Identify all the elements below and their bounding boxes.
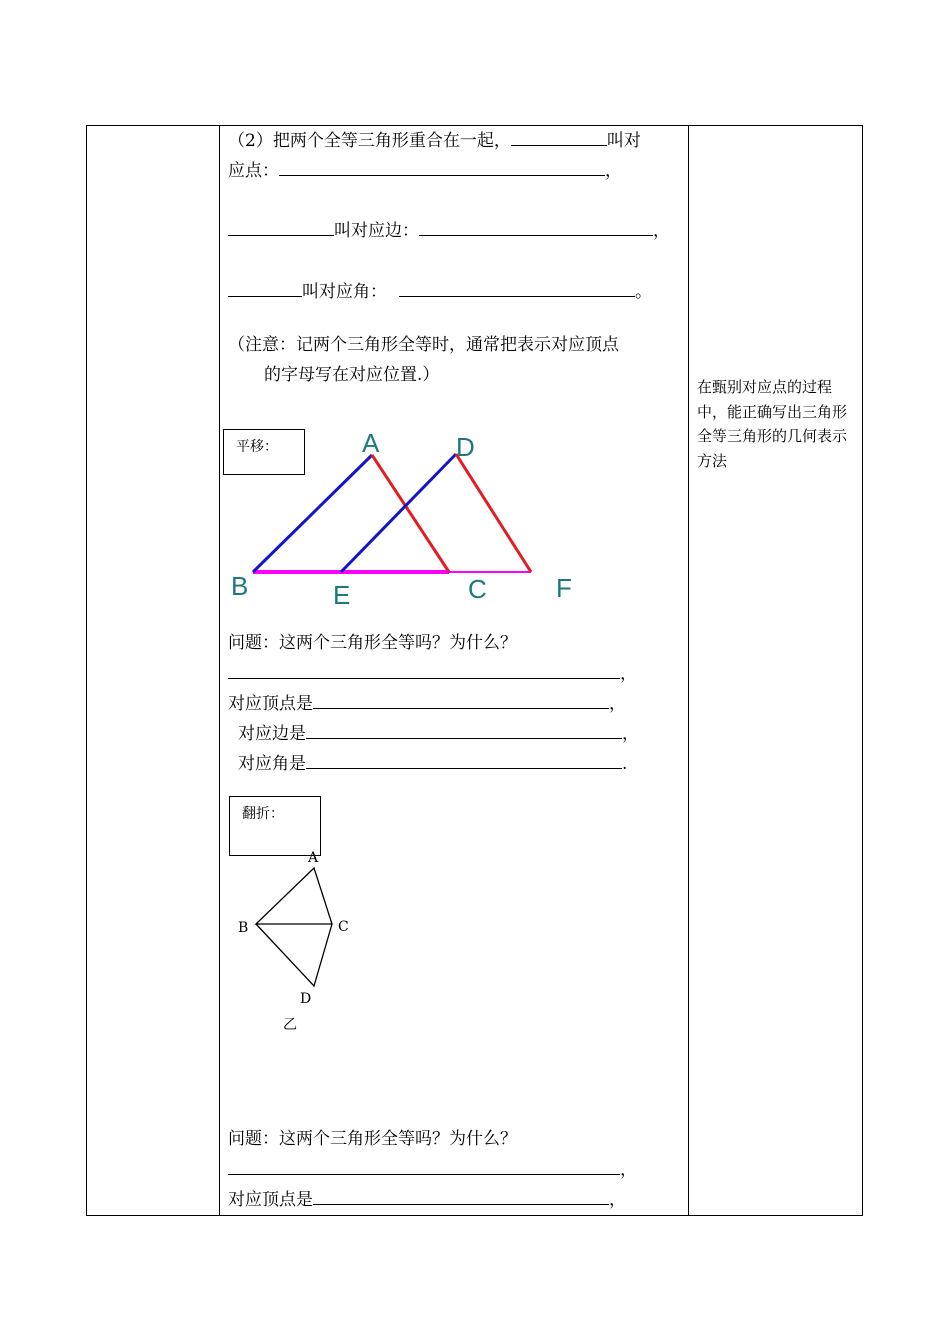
period: . xyxy=(622,754,628,774)
fold-label: 翻折： xyxy=(242,806,284,822)
vertex-label-b: B xyxy=(231,571,249,601)
vertex-label-b: B xyxy=(238,920,249,936)
vertex-label-d: D xyxy=(456,432,475,462)
figure-caption: 乙 xyxy=(283,1017,297,1033)
vertex-label-c: C xyxy=(338,919,349,935)
comma: ， xyxy=(609,1190,626,1210)
points-label: 应点： xyxy=(228,161,279,181)
angles-label: 叫对应角： xyxy=(302,282,387,302)
vertices-label: 对应顶点是 xyxy=(228,1190,313,1210)
comma: ， xyxy=(620,664,637,684)
vertex-label-c: C xyxy=(468,574,487,604)
question2-text: 问题：这两个三角形全等吗？为什么？ xyxy=(228,1129,517,1149)
comma: ， xyxy=(605,161,622,181)
vertex-label-d: D xyxy=(300,991,312,1007)
question1-text: 问题：这两个三角形全等吗？为什么？ xyxy=(228,633,517,653)
comma: ， xyxy=(620,1160,637,1180)
vertices-label: 对应顶点是 xyxy=(228,694,313,714)
comma: ， xyxy=(653,221,670,241)
section2-text-b: 叫对 xyxy=(606,131,641,151)
sides-label: 对应边是 xyxy=(238,724,306,744)
period: 。 xyxy=(635,282,652,302)
teaching-goal-note: 在甄别对应点的过程中，能正确写出三角形全等三角形的几何表示方法 xyxy=(697,378,848,470)
note-line-2: 的字母写在对应位置.） xyxy=(264,365,440,385)
vertex-label-e: E xyxy=(333,580,351,610)
vertex-label-a: A xyxy=(308,850,319,866)
vertex-label-f: F xyxy=(556,573,572,603)
sides-label: 叫对应边： xyxy=(334,221,419,241)
vertex-label-a: A xyxy=(362,428,380,458)
comma: ， xyxy=(622,724,639,744)
triangle-abc xyxy=(256,868,332,924)
note-line-1: （注意：记两个三角形全等时，通常把表示对应顶点 xyxy=(228,335,619,355)
comma: ， xyxy=(609,694,626,714)
triangle-dbc xyxy=(256,924,332,986)
translation-label: 平移： xyxy=(236,439,278,455)
angles-label: 对应角是 xyxy=(238,754,306,774)
section2-text-a: （2）把两个全等三角形重合在一起， xyxy=(228,131,511,151)
